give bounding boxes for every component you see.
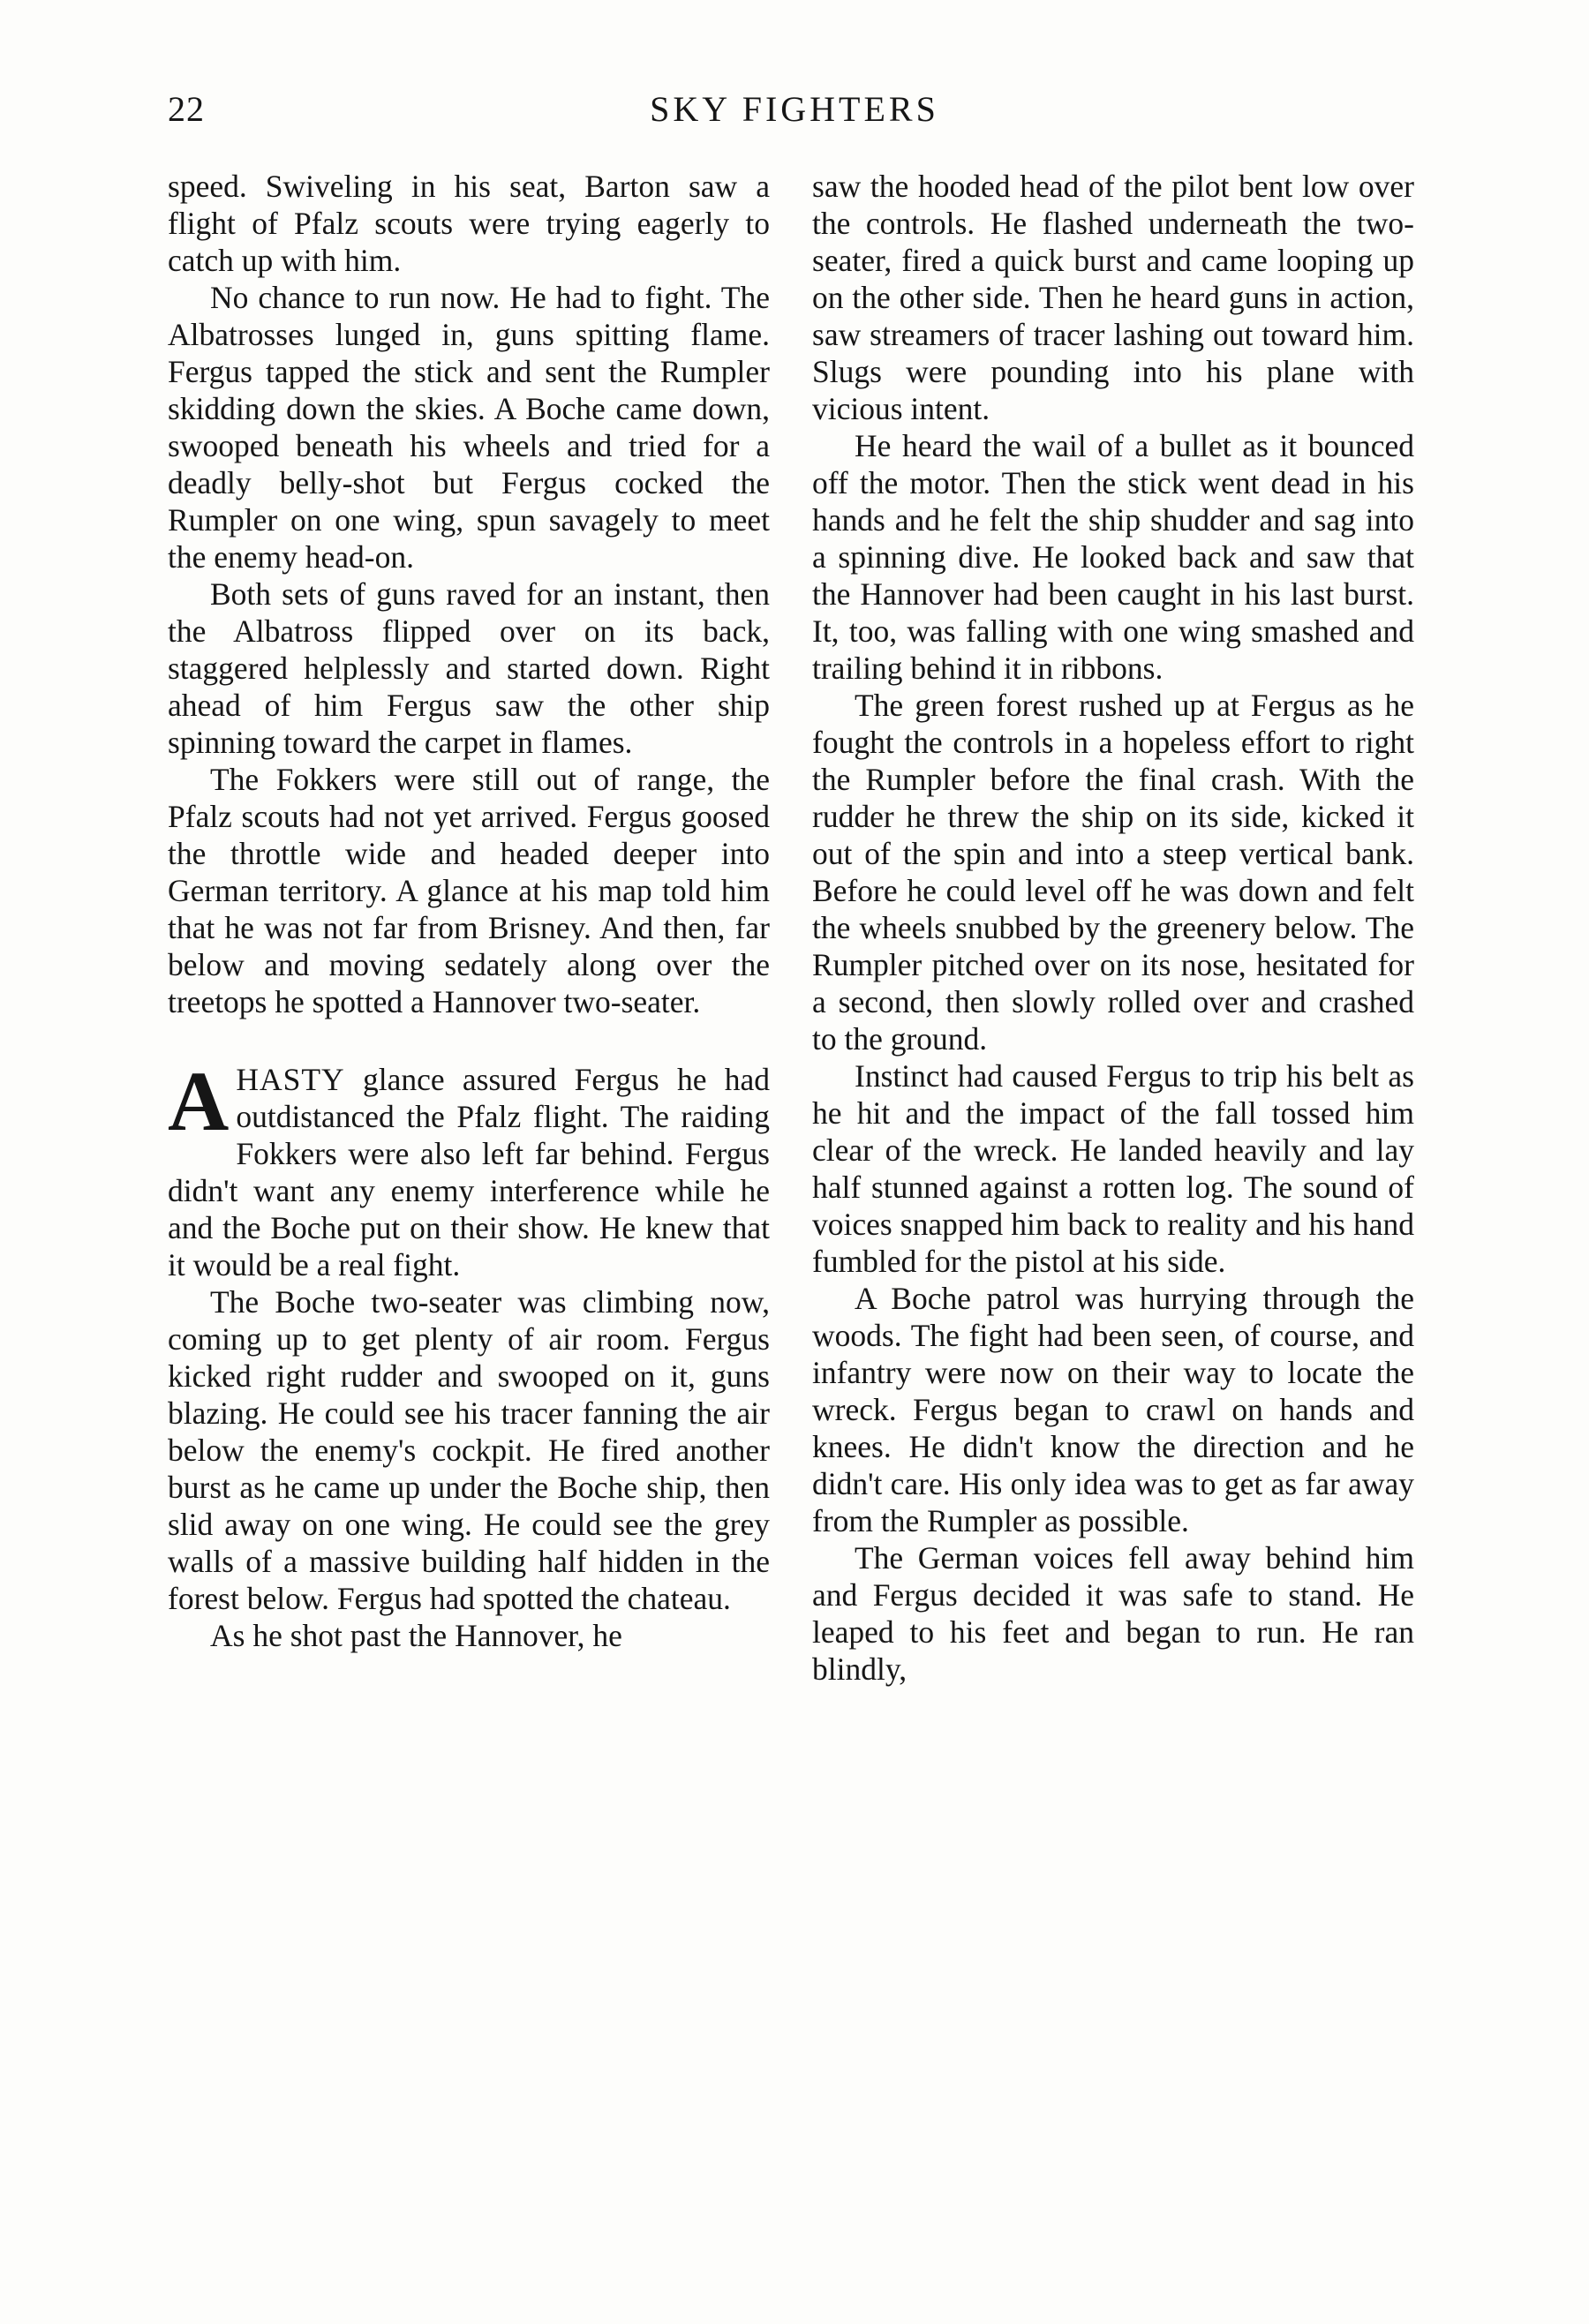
paragraph: He heard the wail of a bullet as it bounced off the motor. Then the stick went dead in his hands and he felt the ship shudder and sag into a spinning dive. He looked back and saw that the Hannover had been caught in his last burst. It, too, was falling with one wing smashed and trailing behind it in ribbons. — [812, 428, 1414, 686]
right-column — [812, 168, 1414, 1688]
page-number: 22 — [168, 89, 205, 129]
paragraph-text: glance assured Fergus he had outdistanced the Pfalz flight. The raiding Fokkers were also left far behind. Fergus didn't want any enemy interference while he and the Boche put on their show. He knew that it would be a real fight. — [168, 1062, 770, 1282]
paragraph: No chance to run now. He had to fight. The Albatrosses lunged in, guns spitting flame. Fergus tapped the stick and sent the Rumpler skidding down the skies. A Boche came down, swooped beneath his wheels and tried for a deadly belly-shot but Fergus cocked the Rumpler on one wing, spun savagely to meet the enemy head-on. — [168, 280, 770, 575]
paragraph: saw the hooded head of the pilot bent low over the controls. He flashed underneath the two-seater, fired a quick burst and came looping up on the other side. Then he heard guns in action, saw streamers of tracer lashing out toward him. Slugs were pounding into his plane with vicious intent. — [812, 169, 1414, 426]
paragraph: The Fokkers were still out of range, the Pfalz scouts had not yet arrived. Fergus goosed the throttle wide and headed deeper into German territory. A glance at his map told him that he was not far from Brisney. And then, far below and moving sedately along over the treetops he spotted a Hannover two-seater. — [168, 762, 770, 1019]
small-caps-lead: HASTY — [236, 1062, 345, 1097]
drop-cap: A — [168, 1054, 230, 1148]
paragraph: The German voices fell away behind him and Fergus decided it was safe to stand. He leaped to his feet and began to run. He ran blindly, — [812, 1540, 1414, 1687]
page-header — [0, 88, 1589, 141]
paragraph: The Boche two-seater was climbing now, coming up to get plenty of air room. Fergus kicked right rudder and swooped on it, guns blazing. He could see his tracer fanning the air below the enemy's cockpit. He fired another burst as he came up under the Boche ship, then slid away on one wing. He could see the grey walls of a massive building half hidden in the forest below. Fergus had spotted the chateau. — [168, 1284, 770, 1616]
paragraph: The green forest rushed up at Fergus as he fought the controls in a hopeless effort to right the Rumpler before the final crash. With the rudder he threw the ship on its side, kicked it out of the spin and into a steep vertical bank. Before he could level off he was down and felt the wheels snubbed by the greenery below. The Rumpler pitched over on its nose, hesitated for a second, then slowly rolled over and crashed to the ground. — [812, 688, 1414, 1057]
paragraph: As he shot past the Hannover, he — [210, 1618, 622, 1653]
section-opening-paragraph — [168, 1054, 770, 1283]
left-column — [168, 168, 770, 1654]
paragraph: A Boche patrol was hurrying through the woods. The fight had been seen, of course, and infantry were now on their way to locate the wreck. Fergus began to crawl on hands and knees. He didn't know the direction and he didn't care. His only idea was to get as far away from the Rumpler as possible. — [812, 1281, 1414, 1538]
paragraph: Instinct had caused Fergus to trip his belt as he hit and the impact of the fall tossed him clear of the wreck. He landed heavily and lay half stunned against a rotten log. The sound of voices snapped him back to reality and his hand fumbled for the pistol at his side. — [812, 1058, 1414, 1279]
running-title: SKY FIGHTERS — [650, 89, 939, 129]
paragraph: speed. Swiveling in his seat, Barton saw a flight of Pfalz scouts were trying eagerly to catch up with him. — [168, 169, 770, 278]
paragraph: Both sets of guns raved for an instant, then the Albatross flipped over on its back, staggered helplessly and started down. Right ahead of him Fergus saw the other ship spinning toward the carpet in flames. — [168, 576, 770, 760]
